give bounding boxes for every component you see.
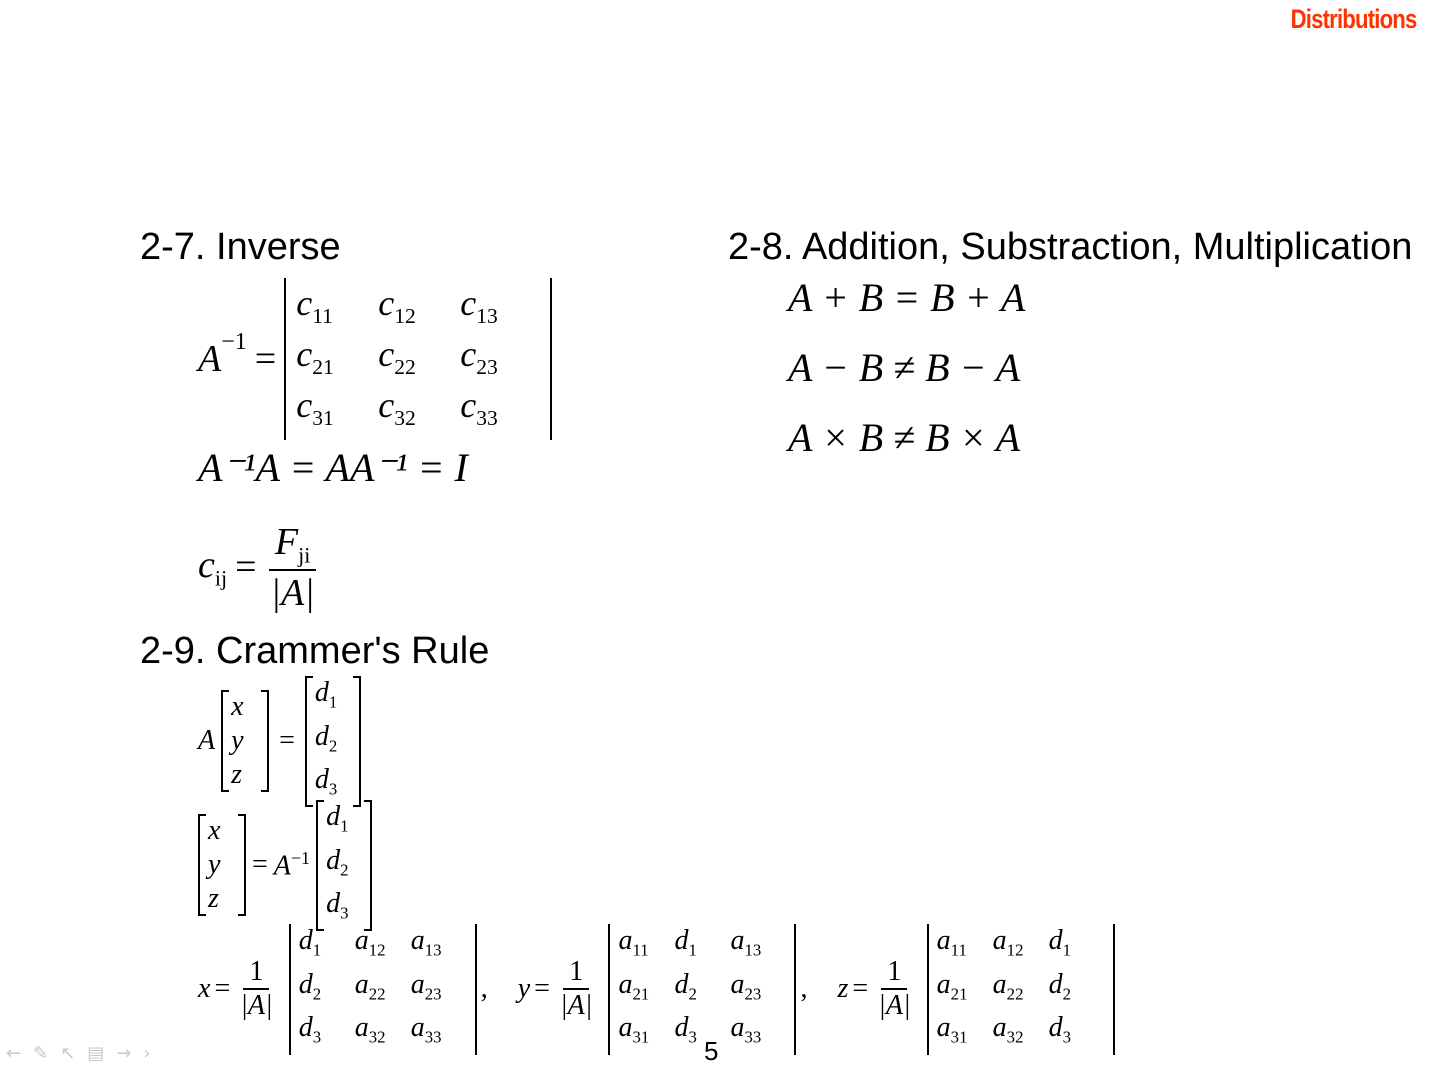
matrix-cell: $a_{23}$: [730, 968, 762, 1004]
matrix-cell: $a_{31}$: [618, 1012, 650, 1047]
matrix-cell: $d_3$: [674, 1012, 697, 1047]
matrix-cell: $a_{32}$: [992, 1012, 1024, 1047]
matrix-cell: $c_{33}$: [460, 385, 498, 431]
matrix-cell: $a_{12}$: [354, 925, 386, 960]
addition-equation: A + B = B + A: [788, 275, 1026, 320]
matrix-cell: $d_1$: [326, 801, 349, 836]
matrix-cell: $a_{21}$: [618, 968, 650, 1004]
previous-arrow-icon[interactable]: ←: [6, 1043, 22, 1064]
matrix-cell: $d_2$: [298, 968, 322, 1004]
matrix-cell: $a_{33}$: [730, 1012, 762, 1047]
matrix-cell: $c_{21}$: [296, 334, 334, 380]
matrix-cell: $d_1$: [1048, 925, 1072, 960]
cramer-formulas: x = $\frac{1}{|A|}$ $d_1$ $a_{12}$ $a_{13}$ $d_2$ $a_{22}$ $a_{23}$ $d_3$ $a_{32}$ $a_{33}$ , y = $\frac{1}{|A|}$ $a_{11}$ $d_1$ $a_{13}$ $a_{21}$ $d_2$ $a_{23}$ $a_{31}$ $d_3$ $a_{33}$ , z = $\frac{1}{|A|}$ $a_{11}$ $a_{12}$ $d_1$ $a_{21}$ $a_{22}$ $d_2$ $a_{31}$ $a_{32}$ $d_3$: [198, 924, 1115, 1055]
matrix-cell: $c_{11}$: [296, 283, 333, 329]
matrix-cell: $a_{21}$: [936, 968, 968, 1004]
matrix-cell: $c_{13}$: [460, 283, 498, 329]
matrix-cell: $d_3$: [326, 888, 349, 923]
matrix-cell: x: [231, 691, 244, 723]
matrix-cell: $d_3$: [314, 764, 338, 799]
matrix-cell: $c_{32}$: [378, 385, 416, 431]
matrix-cell: $d_1$: [314, 677, 338, 712]
matrix-cell: y: [208, 849, 221, 881]
matrix-cell: $c_{12}$: [378, 283, 416, 329]
brand-title: Distributions: [1290, 4, 1416, 34]
matrix-cell: $d_2$: [326, 844, 349, 880]
matrix-cell: $c_{31}$: [296, 385, 334, 431]
menu-icon[interactable]: ▤: [87, 1043, 105, 1064]
matrix-cell: $d_3$: [298, 1012, 322, 1047]
matrix-cell: $a_{33}$: [410, 1012, 442, 1047]
cramer-solution: x y z = $A^{-1}$ $d_1$ $d_2$ $d_3$: [198, 800, 372, 931]
matrix-cell: $a_{13}$: [730, 925, 762, 960]
subtraction-equation: A − B ≠ B − A: [788, 345, 1021, 390]
matrix-cell: $a_{12}$: [992, 925, 1024, 960]
inverse-definition: $A^{-1}$ = $c_{11}$ $c_{12}$ $c_{13}$ $c_{21}$ $c_{22}$ $c_{23}$ $c_{31}$ $c_{32}$ $c_{33}$: [198, 278, 552, 440]
cij-equation: $c_{ij}$ = $\frac{F_{ji}}{|A|}$: [198, 521, 315, 614]
matrix-cell: $d_2$: [674, 968, 697, 1004]
matrix-cell: $a_{22}$: [354, 968, 386, 1004]
pen-icon[interactable]: ✎: [33, 1043, 49, 1064]
matrix-cell: $a_{31}$: [936, 1012, 968, 1047]
inverse-lhs: $A^{-1}$: [198, 329, 247, 380]
matrix-cell: $c_{22}$: [378, 334, 416, 380]
next-arrow-icon[interactable]: →: [116, 1043, 132, 1064]
pointer-icon[interactable]: ↖: [60, 1043, 76, 1064]
matrix-cell: z: [231, 759, 243, 791]
section-heading-inverse: 2-7. Inverse: [140, 226, 341, 268]
identity-equation: A⁻¹A = AA⁻¹ = I: [198, 445, 468, 490]
slide-navigation[interactable]: [6, 1043, 151, 1064]
matrix-cell: $d_1$: [674, 925, 697, 960]
chevron-right-icon[interactable]: ›: [143, 1043, 151, 1064]
matrix-cell: $a_{11}$: [936, 925, 967, 960]
matrix-cell: $d_1$: [298, 925, 322, 960]
matrix-cell: $d_2$: [1048, 968, 1072, 1004]
multiplication-equation: A × B ≠ B × A: [788, 415, 1021, 460]
matrix-cell: $a_{22}$: [992, 968, 1024, 1004]
matrix-cell: $a_{13}$: [410, 925, 442, 960]
matrix-cell: $d_3$: [1048, 1012, 1072, 1047]
matrix-cell: y: [231, 725, 244, 757]
matrix-cell: $c_{23}$: [460, 334, 498, 380]
matrix-cell: $a_{32}$: [354, 1012, 386, 1047]
cramer-system: A x y z = $d_1$ $d_2$ $d_3$: [198, 676, 361, 807]
matrix-cell: $d_2$: [314, 720, 338, 756]
matrix-cell: z: [208, 883, 219, 915]
matrix-cell: $a_{11}$: [618, 925, 649, 960]
matrix-cell: $a_{23}$: [410, 968, 442, 1004]
page-number: 5: [704, 1036, 719, 1066]
section-heading-cramer: 2-9. Crammer's Rule: [140, 630, 490, 672]
matrix-cell: x: [208, 815, 221, 847]
inverse-matrix: [284, 278, 552, 440]
section-heading-operations: 2-8. Addition, Substraction, Multiplication: [728, 226, 1413, 268]
